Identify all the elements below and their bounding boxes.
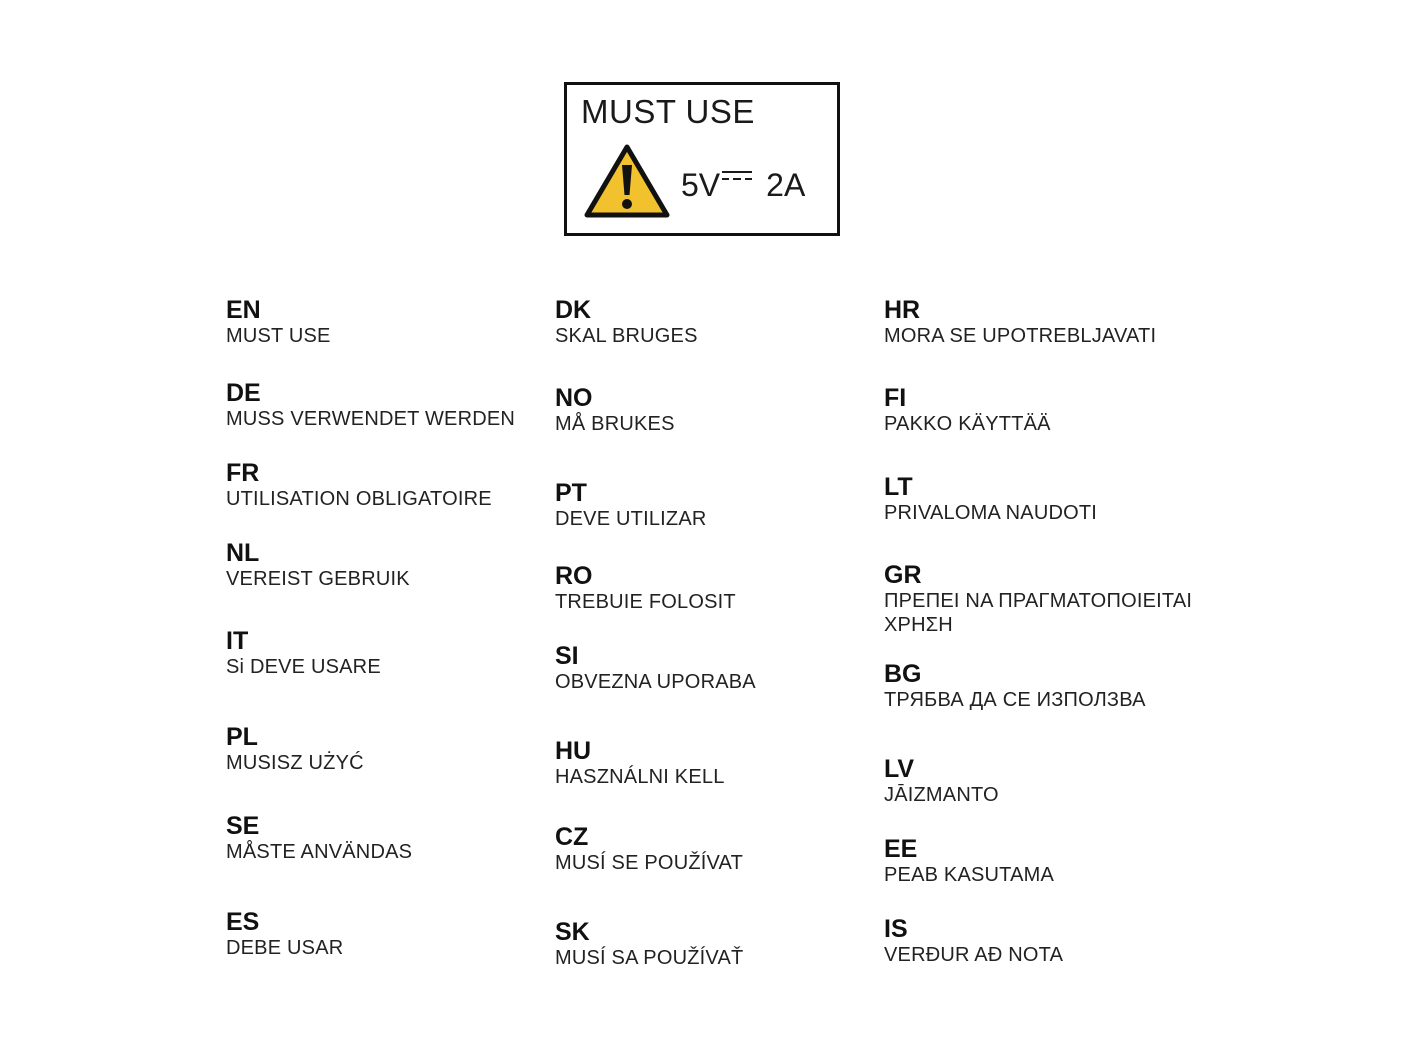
voltage-value: 5V (681, 167, 721, 203)
language-entry-is (884, 915, 1204, 967)
current-value: 2A (766, 167, 806, 203)
language-code: IS (884, 915, 908, 943)
language-text: OBVEZNA UPORABA (555, 671, 756, 693)
language-text: VERÐUR AÐ NOTA (884, 944, 1064, 966)
language-code: PL (226, 723, 258, 751)
language-text: MÅ BRUKES (555, 413, 675, 435)
direct-current-icon (722, 168, 752, 184)
language-code: ES (226, 908, 260, 936)
language-text: VEREIST GEBRUIK (226, 568, 410, 590)
language-code: FR (226, 459, 260, 487)
language-entry-lt (884, 473, 1204, 525)
language-text: PRIVALOMA NAUDOTI (884, 502, 1098, 524)
language-text: TREBUIE FOLOSIT (555, 591, 736, 613)
language-entry-hu (555, 737, 855, 789)
language-code: CZ (555, 823, 589, 851)
language-code: GR (884, 561, 922, 589)
language-entry-se (226, 812, 526, 864)
language-entry-no (555, 384, 855, 436)
language-code: DK (555, 296, 592, 324)
language-code: EE (884, 835, 918, 863)
language-entry-it (226, 627, 526, 679)
language-entry-gr (884, 561, 1204, 637)
language-code: IT (226, 627, 249, 655)
language-text: MUSISZ UŻYĆ (226, 752, 364, 774)
language-code: BG (884, 660, 922, 688)
language-text: UTILISATION OBLIGATOIRE (226, 488, 492, 510)
language-text: MÅSTE ANVÄNDAS (226, 841, 413, 863)
language-text: MUST USE (226, 325, 331, 347)
language-entry-dk (555, 296, 855, 348)
language-entry-nl (226, 539, 526, 591)
language-text: ТРЯБВА ДА СЕ ИЗПОЛЗВА (884, 689, 1146, 711)
language-text: Si DEVE USARE (226, 656, 381, 678)
language-text: DEBE USAR (226, 937, 344, 959)
language-text: MUSS VERWENDET WERDEN (226, 408, 516, 430)
language-entry-de (226, 379, 526, 431)
language-entry-pl (226, 723, 526, 775)
language-code: SI (555, 642, 579, 670)
language-text: MUSÍ SA POUŽÍVAŤ (555, 947, 744, 969)
language-text: SKAL BRUGES (555, 325, 698, 347)
language-entry-pt (555, 479, 855, 531)
language-text: JĀIZMANTO (884, 784, 999, 806)
language-text: HASZNÁLNI KELL (555, 766, 725, 788)
language-text: PEAB KASUTAMA (884, 864, 1055, 886)
language-entry-si (555, 642, 855, 694)
language-code: RO (555, 562, 593, 590)
label-title: MUST USE (581, 93, 755, 130)
language-entry-fr (226, 459, 526, 511)
language-entry-es (226, 908, 526, 960)
language-code: PT (555, 479, 587, 507)
language-code: HR (884, 296, 921, 324)
language-entry-cz (555, 823, 855, 875)
language-text: MORA SE UPOTREBLJAVATI (884, 325, 1157, 347)
language-code: SK (555, 918, 590, 946)
language-text: MUSÍ SE POUŽÍVAT (555, 852, 744, 874)
language-code: LT (884, 473, 913, 501)
language-code: HU (555, 737, 592, 765)
language-entry-sk (555, 918, 855, 970)
language-code: FI (884, 384, 907, 412)
language-text: ΠΡΕΠΕΙ ΝΑ ΠΡΑΓΜΑΤΟΠΟΙΕΙΤΑΙ ΧΡΗΣΗ (884, 590, 1193, 636)
language-code: DE (226, 379, 261, 407)
language-code: NL (226, 539, 260, 567)
language-entry-ee (884, 835, 1204, 887)
language-entry-lv (884, 755, 1204, 807)
language-entry-ro (555, 562, 855, 614)
warning-triangle-icon (583, 143, 671, 219)
language-code: SE (226, 812, 260, 840)
language-entry-hr (884, 296, 1204, 348)
language-code: LV (884, 755, 915, 783)
language-text: DEVE UTILIZAR (555, 508, 707, 530)
language-text: PAKKO KÄYTTÄÄ (884, 413, 1051, 435)
language-entry-fi (884, 384, 1204, 436)
language-code: EN (226, 296, 261, 324)
language-code: NO (555, 384, 593, 412)
power-rating (681, 167, 805, 204)
language-entry-bg (884, 660, 1204, 712)
warning-label (564, 82, 840, 236)
language-entry-en (226, 296, 526, 348)
